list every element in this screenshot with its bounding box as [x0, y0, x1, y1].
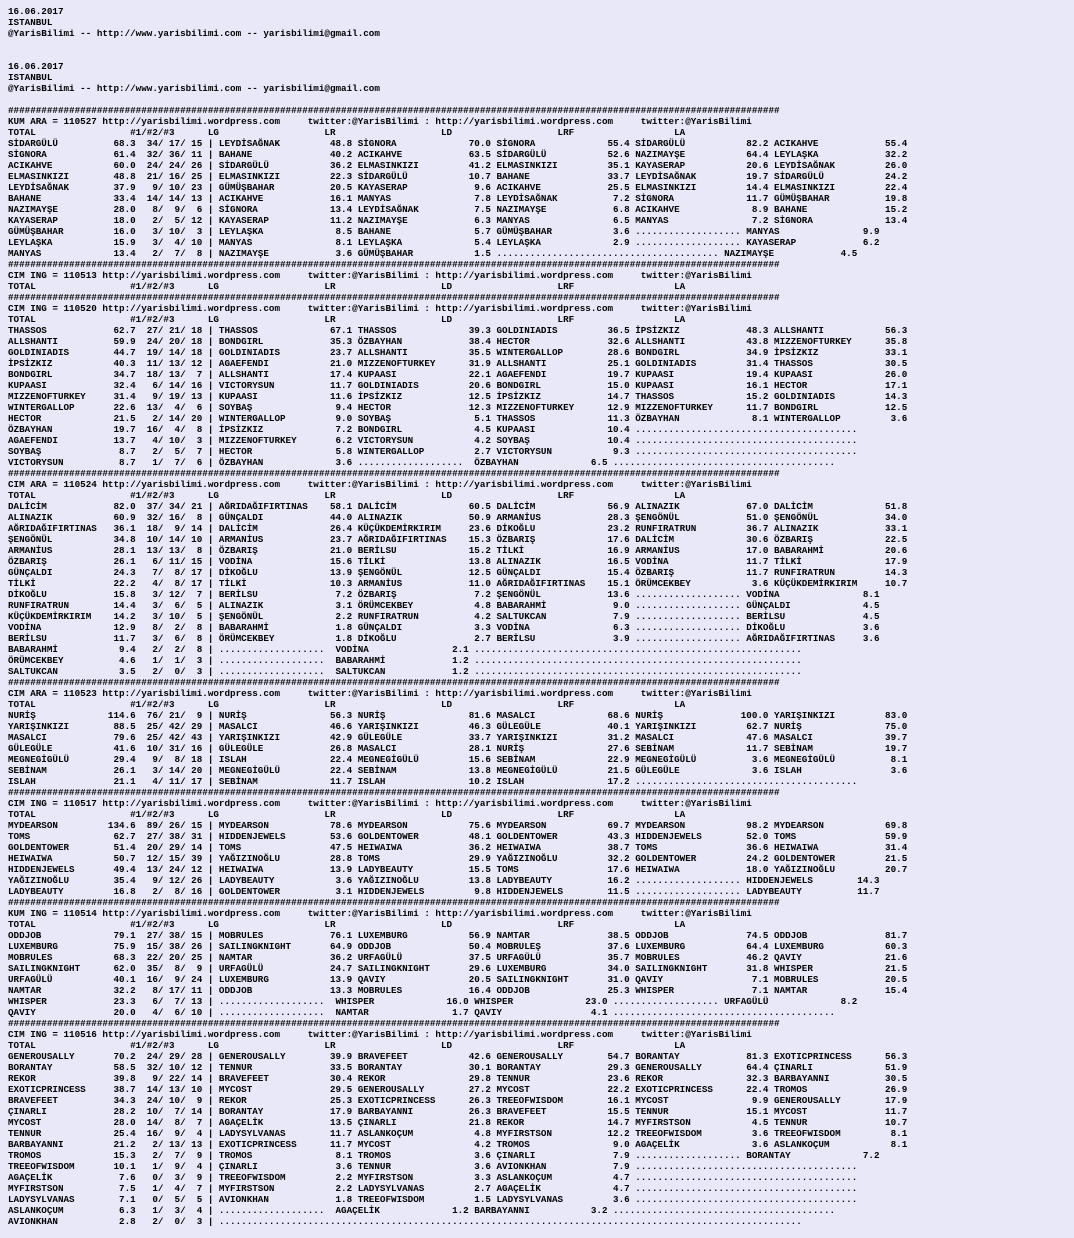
report-line: RUNFIRATRUN 14.4 3/ 6/ 5 | ALINAZIK 3.1 ÖRÜMCEKBEY 4.8 BABARAHMİ 9.0 ................... GÜNÇALDI 4.5: [8, 600, 880, 611]
report-line: TOTAL #1/#2/#3 LG LR LD LRF LA: [8, 1040, 686, 1051]
report-line: TOTAL #1/#2/#3 LG LR LD LRF LA: [8, 281, 686, 292]
report-line: NAMTAR 32.2 8/ 17/ 11 | ODDJOB 13.3 MOBRULES 16.4 ODDJOB 25.3 WHISPER 7.1 NAMTAR 15.4: [8, 985, 908, 996]
report-line: TROMOS 15.3 2/ 7/ 9 | TROMOS 8.1 TROMOS 3.6 ÇINARLI 7.9 ................... BORANTAY 7.2: [8, 1150, 880, 1161]
report-line: TOTAL #1/#2/#3 LG LR LD LRF LA: [8, 809, 686, 820]
report-line: SALTUKCAN 3.5 2/ 0/ 3 | ................... SALTUKCAN 1.2 ...........................................................: [8, 666, 802, 677]
report-line: MIZZENOFTURKEY 31.4 9/ 19/ 13 | KUPAASI 11.6 İPSİZKIZ 12.5 İPSİZKIZ 14.7 THASSOS 15.2 GOLDINIADIS 14.3: [8, 391, 908, 402]
report-line: MYCOST 28.0 14/ 8/ 7 | AGAÇELİK 13.5 ÇINARLI 21.8 REKOR 14.7 MYFIRSTSON 4.5 TENNUR 10.7: [8, 1117, 908, 1128]
report-line: GÜMÜŞBAHAR 16.0 3/ 10/ 3 | LEYLAŞKA 8.5 BAHANE 5.7 GÜMÜŞBAHAR 3.6 ................... MANYAS 9.9: [8, 226, 880, 237]
report-line: SİGNORA 61.4 32/ 36/ 11 | BAHANE 40.2 ACIKAHVE 63.5 SİDARGÜLÜ 52.6 NAZIMAYŞE 64.4 LEYLAŞKA 32.2: [8, 149, 908, 160]
report-line: YAĞIZINOĞLU 35.4 9/ 12/ 26 | LADYBEAUTY 3.6 YAĞIZINOĞLU 13.8 LADYBEAUTY 16.2 ................... HIDDENJEWELS 14.3: [8, 875, 880, 886]
report-line: THASSOS 62.7 27/ 21/ 18 | THASSOS 67.1 THASSOS 39.3 GOLDINIADIS 36.5 İPSİZKIZ 48.3 ALLSHANTI 56.3: [8, 325, 908, 336]
report-line: ISTANBUL: [8, 17, 53, 28]
report-line: MYDEARSON 134.6 89/ 26/ 15 | MYDEARSON 78.6 MYDEARSON 75.6 MYDEARSON 69.7 MYDEARSON 98.2 MYDEARSON 69.8: [8, 820, 908, 831]
report-line: BARBAYANNI 21.2 2/ 13/ 13 | EXOTICPRINCESS 11.7 MYCOST 4.2 TROMOS 9.0 AGAÇELİK 3.6 ASLANKOÇUM 8.1: [8, 1139, 908, 1150]
report-line: MANYAS 13.4 2/ 7/ 8 | NAZIMAYŞE 3.6 GÜMÜŞBAHAR 1.5 ........................................ NAZIMAYŞE 4.5: [8, 248, 858, 259]
report-line: TOTAL #1/#2/#3 LG LR LD LRF LA: [8, 127, 686, 138]
race-report-text: [8, 6, 907, 1227]
separator-line: ###########################################################################################################################################: [8, 677, 780, 688]
report-line: ÖZBAYHAN 19.7 16/ 4/ 8 | İPSİZKIZ 7.2 BONDGIRL 4.5 KUPAASI 10.4 ........................................: [8, 424, 858, 435]
separator-line: ###########################################################################################################################################: [8, 787, 780, 798]
report-line: ACIKAHVE 60.0 24/ 24/ 26 | SİDARGÜLÜ 36.2 ELMASINKIZI 41.2 ELMASINKIZI 35.1 KAYASERAP 20.6 LEYDİSAĞNAK 26.0: [8, 160, 908, 171]
report-line: URFAGÜLÜ 40.1 16/ 9/ 24 | LUXEMBURG 13.9 QAVIY 20.5 SAILINGKNIGHT 31.0 QAVIY 7.1 MOBRULES 20.5: [8, 974, 908, 985]
report-line: GOLDENTOWER 51.4 20/ 29/ 14 | TOMS 47.5 HEIWAIWA 36.2 HEIWAIWA 38.7 TOMS 36.6 HEIWAIWA 31.4: [8, 842, 908, 853]
report-line: ISLAH 21.1 4/ 11/ 17 | SEBİNAM 11.7 ISLAH 10.2 ISLAH 17.2 ........................................: [8, 776, 858, 787]
report-line: GÜNÇALDI 24.3 7/ 8/ 17 | DİKOĞLU 13.9 ŞENGÖNÜL 12.5 GÜNÇALDI 15.4 ÖZBARIŞ 11.7 RUNFIRATRUN 14.3: [8, 567, 908, 578]
report-line: ARMANİUS 28.1 13/ 13/ 8 | ÖZBARIŞ 21.0 BERİLSU 15.2 TİLKİ 16.9 ARMANİUS 17.0 BABARAHMİ 20.6: [8, 545, 908, 556]
report-line: LADYSYLVANAS 7.1 0/ 5/ 5 | AVIONKHAN 1.8 TREEOFWISDOM 1.5 LADYSYLVANAS 3.6 ........................................: [8, 1194, 858, 1205]
separator-line: ###########################################################################################################################################: [8, 292, 780, 303]
report-line: MYFIRSTSON 7.5 1/ 4/ 7 | MYFIRSTSON 2.2 LADYSYLVANAS 2.7 AGAÇELİK 4.7 ........................................: [8, 1183, 858, 1194]
separator-line: ###########################################################################################################################################: [8, 259, 780, 270]
report-line: SAILINGKNIGHT 62.0 35/ 8/ 9 | URFAGÜLÜ 24.7 SAILINGKNIGHT 29.6 LUXEMBURG 34.0 SAILINGKNIGHT 31.8 WHISPER 21.5: [8, 963, 908, 974]
report-line: TOTAL #1/#2/#3 LG LR LD LRF LA: [8, 314, 686, 325]
report-line: EXOTICPRINCESS 38.7 14/ 13/ 10 | MYCOST 29.5 GENEROUSALLY 27.2 MYCOST 22.2 EXOTICPRINCESS 22.4 TROMOS 26.9: [8, 1084, 908, 1095]
separator-line: ###########################################################################################################################################: [8, 468, 780, 479]
report-line[interactable]: CIM ING = 110517 http://yarisbilimi.wordpress.com twitter:@YarisBilimi : http://yarisbilimi.wordpress.com twitter:@YarisBilimi: [8, 798, 752, 809]
report-line: ELMASINKIZI 48.8 21/ 16/ 25 | ELMASINKIZI 22.3 SİDARGÜLÜ 10.7 BAHANE 33.7 LEYDİSAĞNAK 19.7 SİDARGÜLÜ 24.2: [8, 171, 908, 182]
report-line: BABARAHMİ 9.4 2/ 2/ 8 | ................... VODİNA 2.1 ...........................................................: [8, 644, 802, 655]
report-line: ASLANKOÇUM 6.3 1/ 3/ 4 | ................... AGAÇELİK 1.2 BARBAYANNI 3.2 ........................................: [8, 1205, 836, 1216]
report-line: AĞRIDAĞIFIRTINAS 36.1 18/ 9/ 14 | DALİCİM 26.4 KÜÇÜKDEMİRKIRIM 23.6 DİKOĞLU 23.2 RUNFIRATRUN 36.7 ALINAZIK 33.1: [8, 523, 908, 534]
report-line[interactable]: CIM ARA = 110524 http://yarisbilimi.wordpress.com twitter:@YarisBilimi : http://yarisbilimi.wordpress.com twitter:@YarisBilimi: [8, 479, 752, 490]
report-line: LEYDİSAĞNAK 37.9 9/ 10/ 23 | GÜMÜŞBAHAR 20.5 KAYASERAP 9.6 ACIKAHVE 25.5 ELMASINKIZI 14.4 ELMASINKIZI 22.4: [8, 182, 908, 193]
report-line: TİLKİ 22.2 4/ 8/ 17 | TİLKİ 10.3 ARMANİUS 11.0 AĞRIDAĞIFIRTINAS 15.1 ÖRÜMCEKBEY 3.6 KÜÇÜKDEMİRKIRIM 10.7: [8, 578, 908, 589]
report-line: AGAEFENDI 13.7 4/ 10/ 3 | MIZZENOFTURKEY 6.2 VICTORYSUN 4.2 SOYBAŞ 10.4 ........................................: [8, 435, 858, 446]
report-line: KUPAASI 32.4 6/ 14/ 16 | VICTORYSUN 11.7 GOLDINIADIS 20.6 BONDGIRL 15.0 KUPAASI 16.1 HECTOR 17.1: [8, 380, 908, 391]
report-line: TOTAL #1/#2/#3 LG LR LD LRF LA: [8, 699, 686, 710]
report-line: AGAÇELİK 7.6 0/ 3/ 9 | TREEOFWISDOM 2.2 MYFIRSTSON 3.3 ASLANKOÇUM 4.7 ........................................: [8, 1172, 858, 1183]
report-line[interactable]: CIM ING = 110520 http://yarisbilimi.wordpress.com twitter:@YarisBilimi : http://yarisbilimi.wordpress.com twitter:@YarisBilimi: [8, 303, 752, 314]
report-line: İPSİZKIZ 40.3 11/ 13/ 12 | AGAEFENDI 21.0 MIZZENOFTURKEY 31.9 ALLSHANTI 25.1 GOLDINIADIS 31.4 THASSOS 30.5: [8, 358, 908, 369]
report-line: LEYLAŞKA 15.9 3/ 4/ 10 | MANYAS 8.1 LEYLAŞKA 5.4 LEYLAŞKA 2.9 ................... KAYASERAP 6.2: [8, 237, 880, 248]
report-line: HEIWAIWA 50.7 12/ 15/ 39 | YAĞIZINOĞLU 28.8 TOMS 29.9 YAĞIZINOĞLU 32.2 GOLDENTOWER 24.2 GOLDENTOWER 21.5: [8, 853, 908, 864]
report-line: TOTAL #1/#2/#3 LG LR LD LRF LA: [8, 490, 686, 501]
report-line: GENEROUSALLY 70.2 24/ 29/ 28 | GENEROUSALLY 39.9 BRAVEFEET 42.6 GENEROUSALLY 54.7 BORANTAY 81.3 EXOTICPRINCESS 56.3: [8, 1051, 908, 1062]
report-line: TOTAL #1/#2/#3 LG LR LD LRF LA: [8, 919, 686, 930]
report-line: BAHANE 33.4 14/ 14/ 13 | ACIKAHVE 16.1 MANYAS 7.8 LEYDİSAĞNAK 7.2 SİGNORA 11.7 GÜMÜŞBAHAR 19.8: [8, 193, 908, 204]
report-line[interactable]: KUM ING = 110514 http://yarisbilimi.wordpress.com twitter:@YarisBilimi : http://yarisbilimi.wordpress.com twitter:@YarisBilimi: [8, 908, 752, 919]
report-line: 16.06.2017: [8, 61, 64, 72]
separator-line: ###########################################################################################################################################: [8, 897, 780, 908]
report-line: REKOR 39.8 9/ 22/ 14 | BRAVEFEET 30.4 REKOR 29.8 TENNUR 23.6 REKOR 32.3 BARBAYANNI 30.5: [8, 1073, 908, 1084]
report-line[interactable]: @YarisBilimi -- http://www.yarisbilimi.com -- yarisbilimi@gmail.com: [8, 28, 380, 39]
report-line: DİKOĞLU 15.8 3/ 12/ 7 | BERİLSU 7.2 ÖZBARIŞ 7.2 ŞENGÖNÜL 13.6 ................... VODİNA 8.1: [8, 589, 880, 600]
report-line: VODİNA 12.9 8/ 2/ 8 | BABARAHMİ 1.8 GÜNÇALDI 3.3 VODİNA 6.3 ................... DİKOĞLU 3.6: [8, 622, 880, 633]
report-line: GÜLEGÜLE 41.6 10/ 31/ 16 | GÜLEGÜLE 26.8 MASALCI 28.1 NURİŞ 27.6 SEBİNAM 11.7 SEBİNAM 19.7: [8, 743, 908, 754]
report-line: BERİLSU 11.7 3/ 6/ 8 | ÖRÜMCEKBEY 1.8 DİKOĞLU 2.7 BERİLSU 3.9 ................... AĞRIDAĞIFIRTINAS 3.6: [8, 633, 880, 644]
report-line: ALINAZIK 60.9 32/ 16/ 8 | GÜNÇALDI 44.0 ALINAZIK 50.9 ARMANİUS 28.3 ŞENGÖNÜL 51.0 ŞENGÖNÜL 34.0: [8, 512, 908, 523]
report-line: MEGNEGİGÜLÜ 29.4 9/ 8/ 18 | ISLAH 22.4 MEGNEGİGÜLÜ 15.6 SEBİNAM 22.9 MEGNEGİGÜLÜ 3.6 MEGNEGİGÜLÜ 8.1: [8, 754, 908, 765]
report-line: VICTORYSUN 8.7 1/ 7/ 6 | ÖZBAYHAN 3.6 ................... ÖZBAYHAN 6.5 ........................................: [8, 457, 836, 468]
report-line: BORANTAY 58.5 32/ 10/ 12 | TENNUR 33.5 BORANTAY 30.1 BORANTAY 29.3 GENEROUSALLY 64.4 ÇINARLI 51.9: [8, 1062, 908, 1073]
report-line: ÖZBARIŞ 26.1 6/ 11/ 15 | VODİNA 15.6 TİLKİ 13.8 ALINAZIK 16.5 VODİNA 11.7 TİLKİ 17.9: [8, 556, 908, 567]
report-line: GOLDINIADIS 44.7 19/ 14/ 18 | GOLDINIADIS 23.7 ALLSHANTI 35.5 WINTERGALLOP 28.6 BONDGIRL 34.9 İPSİZKIZ 33.1: [8, 347, 908, 358]
report-line: DALİCİM 82.0 37/ 34/ 21 | AĞRIDAĞIFIRTINAS 58.1 DALİCİM 60.5 DALİCİM 56.9 ALINAZIK 67.0 DALİCİM 51.8: [8, 501, 908, 512]
report-line: ÇINARLI 28.2 10/ 7/ 14 | BORANTAY 17.9 BARBAYANNI 26.3 BRAVEFEET 15.5 TENNUR 15.1 MYCOST 11.7: [8, 1106, 908, 1117]
report-line: TREEOFWISDOM 10.1 1/ 9/ 4 | ÇINARLI 3.6 TENNUR 3.6 AVIONKHAN 7.9 ........................................: [8, 1161, 858, 1172]
report-line: ISTANBUL: [8, 72, 53, 83]
separator-line: ###########################################################################################################################################: [8, 105, 780, 116]
report-line: ÖRÜMCEKBEY 4.6 1/ 1/ 3 | ................... BABARAHMİ 1.2 ...........................................................: [8, 655, 802, 666]
report-line: HECTOR 21.5 2/ 14/ 20 | WINTERGALLOP 9.0 SOYBAŞ 5.1 THASSOS 11.3 ÖZBAYHAN 8.1 WINTERGALLOP 3.6: [8, 413, 908, 424]
report-line: BONDGIRL 34.7 18/ 13/ 7 | ALLSHANTI 17.4 KUPAASI 22.1 AGAEFENDI 19.7 KUPAASI 19.4 KUPAASI 26.0: [8, 369, 908, 380]
report-line[interactable]: CIM ING = 110513 http://yarisbilimi.wordpress.com twitter:@YarisBilimi : http://yarisbilimi.wordpress.com twitter:@YarisBilimi: [8, 270, 752, 281]
report-line: TOMS 62.7 27/ 38/ 31 | HIDDENJEWELS 53.6 GOLDENTOWER 48.1 GOLDENTOWER 43.3 HIDDENJEWELS 52.0 TOMS 59.9: [8, 831, 908, 842]
report-line: NAZIMAYŞE 28.0 8/ 9/ 6 | SİGNORA 13.4 LEYDİSAĞNAK 7.5 NAZIMAYŞE 6.8 ACIKAHVE 8.9 BAHANE 15.2: [8, 204, 908, 215]
report-line: YARIŞINKIZI 88.5 25/ 42/ 29 | MASALCI 46.6 YARIŞINKIZI 46.3 GÜLEGÜLE 40.1 YARIŞINKIZI 62.7 NURİŞ 75.0: [8, 721, 908, 732]
report-line: HIDDENJEWELS 49.4 13/ 24/ 12 | HEIWAIWA 13.9 LADYBEAUTY 15.5 TOMS 17.6 HEIWAIWA 18.0 YAĞIZINOĞLU 20.7: [8, 864, 908, 875]
report-line: MOBRULES 68.3 22/ 20/ 25 | NAMTAR 36.2 URFAGÜLÜ 37.5 URFAGÜLÜ 35.7 MOBRULES 46.2 QAVIY 21.6: [8, 952, 908, 963]
separator-line: ###########################################################################################################################################: [8, 1018, 780, 1029]
report-line: ODDJOB 79.1 27/ 38/ 15 | MOBRULES 76.1 LUXEMBURG 56.9 NAMTAR 38.5 ODDJOB 74.5 ODDJOB 81.7: [8, 930, 908, 941]
report-line: SEBİNAM 26.1 3/ 14/ 20 | MEGNEGİGÜLÜ 22.4 SEBİNAM 13.8 MEGNEGİGÜLÜ 21.5 GÜLEGÜLE 3.6 ISLAH 3.6: [8, 765, 908, 776]
report-line: ŞENGÖNÜL 34.8 10/ 14/ 10 | ARMANİUS 23.7 AĞRIDAĞIFIRTINAS 15.3 ÖZBARIŞ 17.6 DALİCİM 30.6 ÖZBARIŞ 22.5: [8, 534, 908, 545]
report-line: KÜÇÜKDEMİRKIRIM 14.2 3/ 10/ 5 | ŞENGÖNÜL 2.2 RUNFIRATRUN 4.2 SALTUKCAN 7.9 ................... BERİLSU 4.5: [8, 611, 880, 622]
report-line[interactable]: KUM ARA = 110527 http://yarisbilimi.wordpress.com twitter:@YarisBilimi : http://yarisbilimi.wordpress.com twitter:@YarisBilimi: [8, 116, 752, 127]
report-line[interactable]: CIM ARA = 110523 http://yarisbilimi.wordpress.com twitter:@YarisBilimi : http://yarisbilimi.wordpress.com twitter:@YarisBilimi: [8, 688, 752, 699]
report-line: QAVIY 20.0 4/ 6/ 10 | ................... NAMTAR 1.7 QAVIY 4.1 ........................................: [8, 1007, 836, 1018]
report-line: 16.06.2017: [8, 6, 64, 17]
report-line: KAYASERAP 18.0 2/ 5/ 12 | KAYASERAP 11.2 NAZIMAYŞE 6.3 MANYAS 6.5 MANYAS 7.2 SİGNORA 13.4: [8, 215, 908, 226]
report-line: ALLSHANTI 59.9 24/ 20/ 18 | BONDGIRL 35.3 ÖZBAYHAN 38.4 HECTOR 32.6 ALLSHANTI 43.8 MIZZENOFTURKEY 35.8: [8, 336, 908, 347]
report-line[interactable]: @YarisBilimi -- http://www.yarisbilimi.com -- yarisbilimi@gmail.com: [8, 83, 380, 94]
report-line: AVIONKHAN 2.8 2/ 0/ 3 | .........................................................................................................: [8, 1216, 802, 1227]
report-line: BRAVEFEET 34.3 24/ 10/ 9 | REKOR 25.3 EXOTICPRINCESS 26.3 TREEOFWISDOM 16.1 MYCOST 9.9 GENEROUSALLY 17.9: [8, 1095, 908, 1106]
report-line: WINTERGALLOP 22.6 13/ 4/ 6 | SOYBAŞ 9.4 HECTOR 12.3 MIZZENOFTURKEY 12.9 MIZZENOFTURKEY 11.7 BONDGIRL 12.5: [8, 402, 908, 413]
report-line: SOYBAŞ 8.7 2/ 5/ 7 | HECTOR 5.8 WINTERGALLOP 2.7 VICTORYSUN 9.3 ........................................: [8, 446, 858, 457]
report-line: LADYBEAUTY 16.8 2/ 8/ 16 | GOLDENTOWER 3.1 HIDDENJEWELS 9.8 HIDDENJEWELS 11.5 ................... LADYBEAUTY 11.7: [8, 886, 880, 897]
report-line: LUXEMBURG 75.9 15/ 38/ 26 | SAILINGKNIGHT 64.9 ODDJOB 50.4 MOBRULEŞ 37.6 LUXEMBURG 64.4 LUXEMBURG 60.3: [8, 941, 908, 952]
report-line: TENNUR 25.4 16/ 9/ 4 | LADYSYLVANAS 11.7 ASLANKOÇUM 4.8 MYFIRSTSON 12.2 TREEOFWISDOM 3.6 TREEOFWISDOM 8.1: [8, 1128, 908, 1139]
report-line: MASALCI 79.6 25/ 42/ 43 | YARIŞINKIZI 42.9 GÜLEGÜLE 33.7 YARIŞINKIZI 31.2 MASALCI 47.6 MASALCI 39.7: [8, 732, 908, 743]
report-line[interactable]: CIM ING = 110516 http://yarisbilimi.wordpress.com twitter:@YarisBilimi : http://yarisbilimi.wordpress.com twitter:@YarisBilimi: [8, 1029, 752, 1040]
report-line: NURİŞ 114.6 76/ 21/ 9 | NURİŞ 56.3 NURİŞ 81.6 MASALCI 68.6 NURİŞ 100.0 YARIŞINKIZI 83.0: [8, 710, 908, 721]
report-line: WHISPER 23.3 6/ 7/ 13 | ................... WHISPER 16.0 WHISPER 23.0 ................... URFAGÜLÜ 8.2: [8, 996, 858, 1007]
report-line: SİDARGÜLÜ 68.3 34/ 17/ 15 | LEYDİSAĞNAK 48.8 SİGNORA 70.0 SİGNORA 55.4 SİDARGÜLÜ 82.2 ACIKAHVE 55.4: [8, 138, 908, 149]
